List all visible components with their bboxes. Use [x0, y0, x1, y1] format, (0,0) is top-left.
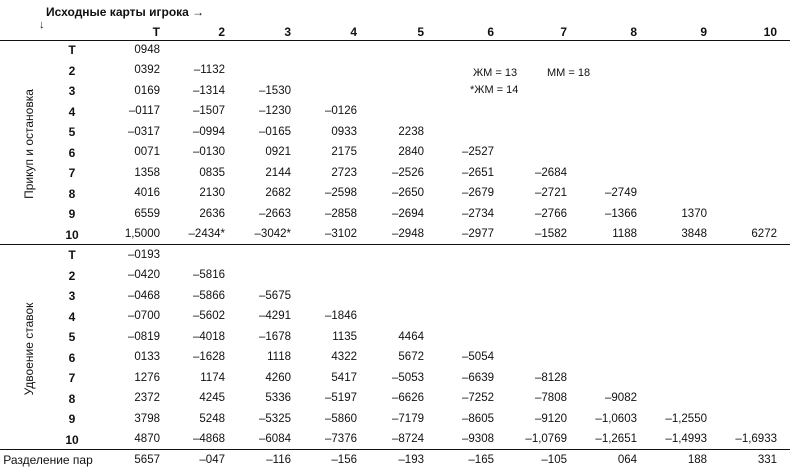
- table-cell: –9308: [462, 433, 494, 445]
- table-cell: –1507: [193, 105, 225, 117]
- table-cell: –6084: [259, 433, 291, 445]
- note-mm: ММ = 18: [547, 67, 591, 79]
- table-cell: 1188: [612, 228, 637, 240]
- table-cell: –3042*: [254, 228, 291, 240]
- row-header: 6: [68, 350, 76, 365]
- table-cell: 3848: [681, 228, 707, 240]
- footer-cell: 188: [687, 453, 707, 466]
- table-cell: 4322: [331, 351, 357, 363]
- row-header: 7: [68, 371, 76, 385]
- table-cell: –7179: [392, 412, 424, 425]
- table-cell: –8128: [535, 371, 567, 384]
- table-cell: –1,2651: [595, 433, 637, 445]
- table-cell: –8724: [392, 433, 424, 445]
- table-cell: 0392: [134, 64, 160, 76]
- table-cell: 5672: [398, 351, 424, 363]
- table-cell: –0819: [128, 330, 160, 343]
- table-cell: –1530: [259, 84, 291, 97]
- row-header: 8: [68, 391, 76, 406]
- table-cell: –5197: [325, 392, 357, 404]
- table-cell: –3102: [325, 228, 357, 240]
- table-cell: 2238: [398, 125, 424, 138]
- table-cell: 0169: [134, 84, 160, 97]
- footer-cell: 331: [757, 453, 777, 466]
- table-cell: –2721: [535, 187, 567, 199]
- table-cell: –2749: [605, 187, 637, 199]
- table-cell: –1678: [259, 330, 291, 343]
- footer-divider: [0, 449, 790, 450]
- table-header-title: Исходные карты игрока →: [46, 5, 205, 19]
- column-header: 2: [218, 25, 225, 39]
- footer-cell: 5657: [134, 453, 160, 466]
- table-cell: 0071: [134, 146, 160, 158]
- table-cell: –2684: [535, 166, 567, 179]
- footer-cell: –165: [468, 453, 494, 466]
- down-arrow-icon: ↓: [39, 19, 45, 31]
- table-cell: 1276: [134, 371, 160, 384]
- table-cell: 4245: [199, 392, 225, 404]
- table-cell: –2948: [392, 228, 424, 240]
- row-header: 2: [68, 268, 76, 283]
- table-cell: –7808: [535, 392, 567, 404]
- table-cell: –0420: [128, 269, 160, 281]
- row-header: 5: [68, 125, 76, 139]
- table-cell: –2651: [462, 166, 494, 179]
- table-cell: 5248: [199, 412, 225, 425]
- table-cell: –2598: [325, 187, 357, 199]
- note-zhm: ЖМ = 13: [473, 67, 518, 79]
- row-header: 6: [68, 145, 76, 160]
- column-header: 8: [630, 25, 637, 39]
- table-cell: 0921: [265, 146, 291, 158]
- table-cell: –1,0603: [595, 412, 637, 425]
- row-header: 9: [68, 207, 76, 221]
- table-cell: –2858: [325, 207, 357, 220]
- table-cell: –5325: [259, 412, 291, 425]
- row-header: 9: [68, 412, 76, 426]
- table-cell: –1132: [193, 64, 225, 76]
- footer-cell: –047: [199, 453, 225, 466]
- table-cell: –5602: [193, 310, 225, 322]
- table-cell: –1366: [605, 207, 637, 220]
- table-cell: 6272: [751, 228, 777, 240]
- table-cell: 4464: [398, 330, 424, 343]
- table-cell: 2840: [398, 146, 424, 158]
- table-cell: –2679: [462, 187, 494, 199]
- footer-cell: –105: [541, 453, 567, 466]
- row-header: 3: [68, 84, 76, 98]
- table-cell: –4291: [259, 310, 291, 322]
- table-cell: –0165: [259, 125, 291, 138]
- table-cell: 2130: [199, 187, 225, 199]
- table-cell: 1370: [681, 207, 707, 220]
- table-cell: 0948: [134, 43, 160, 56]
- table-cell: –1314: [193, 84, 225, 97]
- table-cell: –0994: [193, 125, 225, 138]
- row-header: T: [68, 248, 76, 262]
- row-header: 5: [68, 330, 76, 344]
- header-divider: [0, 40, 790, 41]
- footer-cell: –193: [398, 453, 424, 466]
- table-cell: 1174: [200, 371, 225, 384]
- table-cell: 4016: [134, 187, 160, 199]
- footer-row-label: Разделение пар: [3, 453, 93, 467]
- table-cell: 4870: [134, 433, 160, 445]
- table-cell: 2144: [265, 166, 291, 179]
- table-cell: –2527: [462, 146, 494, 158]
- table-cell: –4868: [193, 433, 225, 445]
- table-cell: –0130: [193, 146, 225, 158]
- table-cell: –0700: [128, 310, 160, 322]
- column-header: 5: [417, 25, 424, 39]
- row-header: 7: [68, 166, 76, 180]
- table-cell: –1582: [535, 228, 567, 240]
- row-header: 2: [68, 63, 76, 78]
- table-cell: –1,4993: [665, 433, 707, 445]
- table-cell: –6626: [392, 392, 424, 404]
- table-cell: –2663: [259, 207, 291, 220]
- row-header: 10: [65, 227, 79, 242]
- column-header: 9: [700, 25, 707, 39]
- table-cell: –0317: [128, 125, 160, 138]
- table-cell: –0468: [128, 289, 160, 302]
- table-cell: –5866: [193, 289, 225, 302]
- row-header: 3: [68, 289, 76, 303]
- table-cell: –9082: [605, 392, 637, 404]
- table-cell: –4018: [193, 330, 225, 343]
- section-divider: [0, 244, 790, 245]
- table-cell: 4260: [265, 371, 291, 384]
- table-cell: 0835: [199, 166, 225, 179]
- table-cell: 6559: [134, 207, 160, 220]
- table-cell: –2694: [392, 207, 424, 220]
- table-cell: 1135: [332, 330, 357, 343]
- table-cell: –2734: [462, 207, 494, 220]
- column-header: 3: [284, 25, 291, 39]
- table-cell: –0193: [128, 248, 160, 261]
- row-header: 4: [68, 104, 76, 119]
- table-cell: –1230: [259, 105, 291, 117]
- table-cell: –1,2550: [665, 412, 707, 425]
- row-header: 10: [65, 432, 79, 447]
- table-cell: 5336: [265, 392, 291, 404]
- table-cell: –1628: [193, 351, 225, 363]
- table-cell: 5417: [331, 371, 357, 384]
- column-header: 10: [763, 25, 777, 39]
- table-cell: –1,0769: [525, 433, 567, 445]
- table-cell: –5860: [325, 412, 357, 425]
- row-header: 4: [68, 309, 76, 324]
- table-cell: –5054: [462, 351, 494, 363]
- table-cell: –5816: [193, 269, 225, 281]
- table-cell: –2434*: [188, 228, 225, 240]
- column-header: 6: [487, 25, 494, 39]
- table-cell: 2175: [331, 146, 357, 158]
- table-cell: –5675: [259, 289, 291, 302]
- table-cell: –1846: [325, 310, 357, 322]
- table-cell: –2766: [535, 207, 567, 220]
- table-cell: 2682: [265, 187, 291, 199]
- table-cell: –7376: [325, 433, 357, 445]
- footer-cell: –116: [266, 453, 291, 466]
- table-cell: 1118: [267, 351, 291, 363]
- table-cell: 3798: [134, 412, 160, 425]
- table-cell: 0933: [331, 125, 357, 138]
- row-header: 8: [68, 186, 76, 201]
- table-cell: –0117: [128, 105, 160, 117]
- table-cell: –2526: [392, 166, 424, 179]
- table-cell: –2977: [462, 228, 494, 240]
- table-cell: 2723: [331, 166, 357, 179]
- table-cell: –9120: [535, 412, 567, 425]
- column-header: 7: [560, 25, 567, 39]
- table-cell: 1,5000: [124, 228, 160, 240]
- section-label: Удвоение ставок: [22, 302, 36, 395]
- table-cell: –6639: [462, 371, 494, 384]
- table-cell: –7252: [462, 392, 494, 404]
- section-label: Прикуп и остановка: [22, 88, 36, 199]
- table-cell: 2636: [199, 207, 225, 220]
- table-cell: –5053: [392, 371, 424, 384]
- footer-cell: 064: [617, 453, 637, 466]
- table-cell: 2372: [134, 392, 160, 404]
- table-cell: –8605: [462, 412, 494, 425]
- table-cell: –0126: [325, 105, 357, 117]
- column-header: T: [152, 25, 160, 39]
- table-cell: 0133: [134, 351, 160, 363]
- table-cell: –2650: [392, 187, 424, 199]
- table-cell: 1358: [134, 166, 160, 179]
- row-header: T: [68, 43, 76, 57]
- note-zhm-star: *ЖМ = 14: [470, 84, 519, 96]
- table-cell: –1,6933: [735, 433, 777, 445]
- column-header: 4: [350, 25, 357, 39]
- footer-cell: –156: [331, 453, 357, 466]
